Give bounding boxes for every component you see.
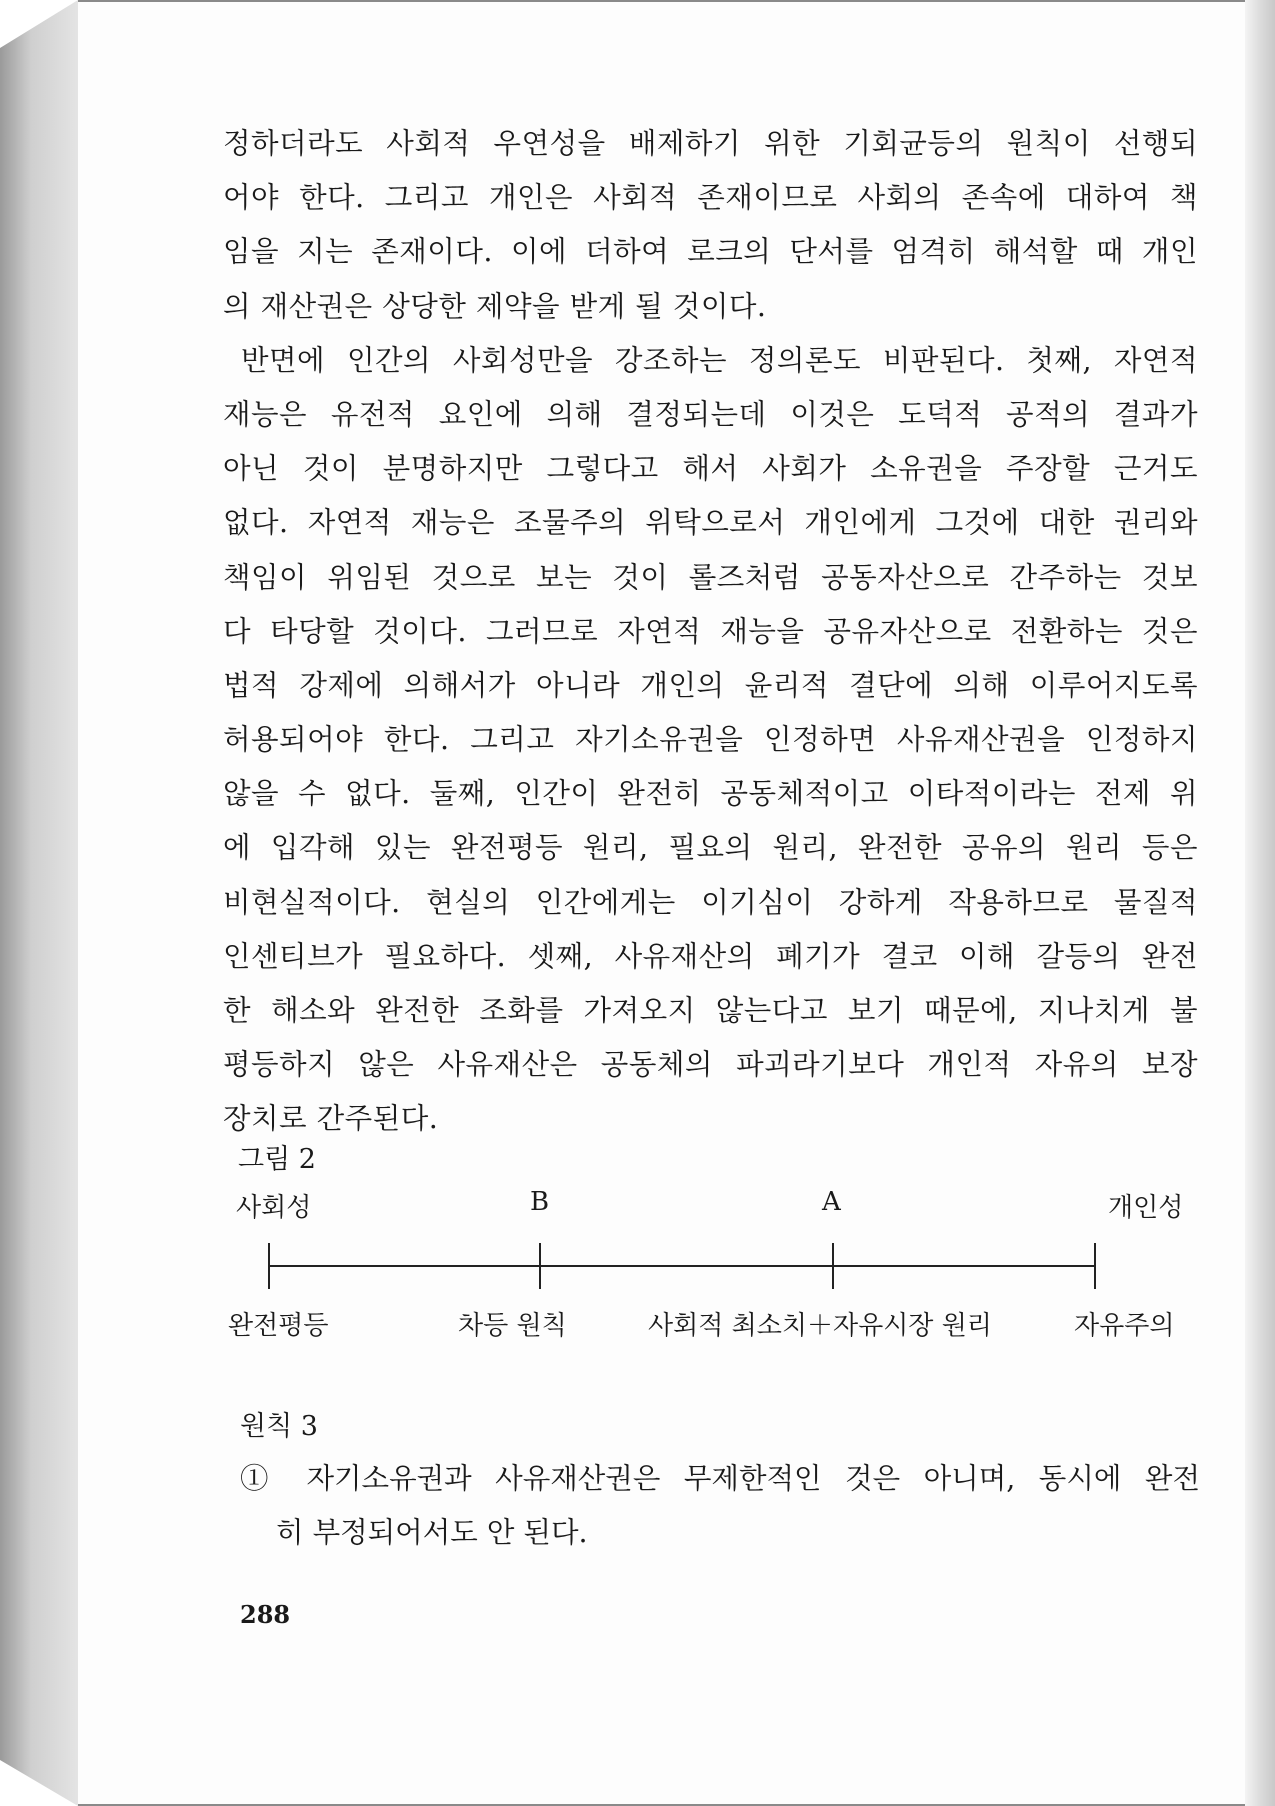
body-line: 허용되어야 한다. 그리고 자기소유권을 인정하면 사유재산권을 인정하지 xyxy=(223,723,1198,757)
body-line: 장치로 간주된다. xyxy=(223,1102,439,1136)
body-line: 책임이 위임된 것으로 보는 것이 롤즈처럼 공동자산으로 간주하는 것보 xyxy=(223,560,1198,594)
figure-title: 그림 2 xyxy=(238,1144,316,1175)
label-difference-principle: 차등 원칙 xyxy=(458,1311,567,1341)
body-line: 법적 강제에 의해서가 아니라 개인의 윤리적 결단에 의해 이루어지도록 xyxy=(223,668,1198,702)
principle-title: 원칙 3 xyxy=(240,1411,318,1442)
page-number: 288 xyxy=(240,1600,291,1629)
body-line: 인센티브가 필요하다. 셋째, 사유재산의 폐기가 결코 이해 갈등의 완전 xyxy=(223,939,1198,973)
tick-a xyxy=(832,1243,834,1289)
label-individuality: 개인성 xyxy=(1108,1193,1184,1223)
principle-text xyxy=(240,1452,1200,1560)
label-sociality: 사회성 xyxy=(236,1193,312,1223)
tick-b xyxy=(539,1243,541,1289)
body-line: 임을 지는 존재이다. 이에 더하여 로크의 단서를 엄격히 해석할 때 개인 xyxy=(223,235,1198,269)
body-line: 의 재산권은 상당한 제약을 받게 될 것이다. xyxy=(223,289,767,323)
principle-line: ① 자기소유권과 사유재산권은 무제한적인 것은 아니며, 동시에 완전 xyxy=(240,1462,1200,1495)
body-text xyxy=(223,117,1198,1147)
principle-line: 히 부정되어서도 안 된다. xyxy=(276,1516,588,1549)
body-line: 다 타당할 것이다. 그러므로 자연적 재능을 공유자산으로 전환하는 것은 xyxy=(223,614,1198,648)
label-b: B xyxy=(530,1187,550,1217)
body-line: 어야 한다. 그리고 개인은 사회적 존재이므로 사회의 존속에 대하여 책 xyxy=(223,181,1198,215)
book-page-edge xyxy=(1245,0,1275,1806)
label-liberalism: 자유주의 xyxy=(1074,1311,1175,1341)
body-line: 아닌 것이 분명하지만 그렇다고 해서 사회가 소유권을 주장할 근거도 xyxy=(223,452,1198,486)
tick-left xyxy=(268,1243,270,1289)
label-complete-equality: 완전평등 xyxy=(228,1311,329,1341)
book-page xyxy=(78,0,1245,1806)
body-line: 재능은 유전적 요인에 의해 결정되는데 이것은 도덕적 공적의 결과가 xyxy=(223,397,1198,431)
body-line: 에 입각해 있는 완전평등 원리, 필요의 원리, 완전한 공유의 원리 등은 xyxy=(223,831,1198,865)
book-spine xyxy=(0,0,78,1806)
body-line: 없다. 자연적 재능은 조물주의 위탁으로서 개인에게 그것에 대한 권리와 xyxy=(223,506,1198,540)
body-line: 한 해소와 완전한 조화를 가져오지 않는다고 보기 때문에, 지나치게 불 xyxy=(223,994,1198,1027)
body-line: 않을 수 없다. 둘째, 인간이 완전히 공동체적이고 이타적이라는 전제 위 xyxy=(223,777,1198,811)
label-a: A xyxy=(822,1187,841,1217)
label-social-minimum: 사회적 최소치＋자유시장 원리 xyxy=(648,1311,992,1341)
body-line: 평등하지 않은 사유재산은 공동체의 파괴라기보다 개인적 자유의 보장 xyxy=(223,1048,1198,1082)
body-line: 비현실적이다. 현실의 인간에게는 이기심이 강하게 작용하므로 물질적 xyxy=(223,885,1198,919)
spectrum-axis xyxy=(268,1265,1096,1267)
spectrum-diagram xyxy=(228,1187,1188,1357)
tick-right xyxy=(1094,1243,1096,1289)
body-line: 정하더라도 사회적 우연성을 배제하기 위한 기회균등의 원칙이 선행되 xyxy=(223,127,1198,160)
body-line: 반면에 인간의 사회성만을 강조하는 정의론도 비판된다. 첫째, 자연적 xyxy=(241,343,1198,377)
